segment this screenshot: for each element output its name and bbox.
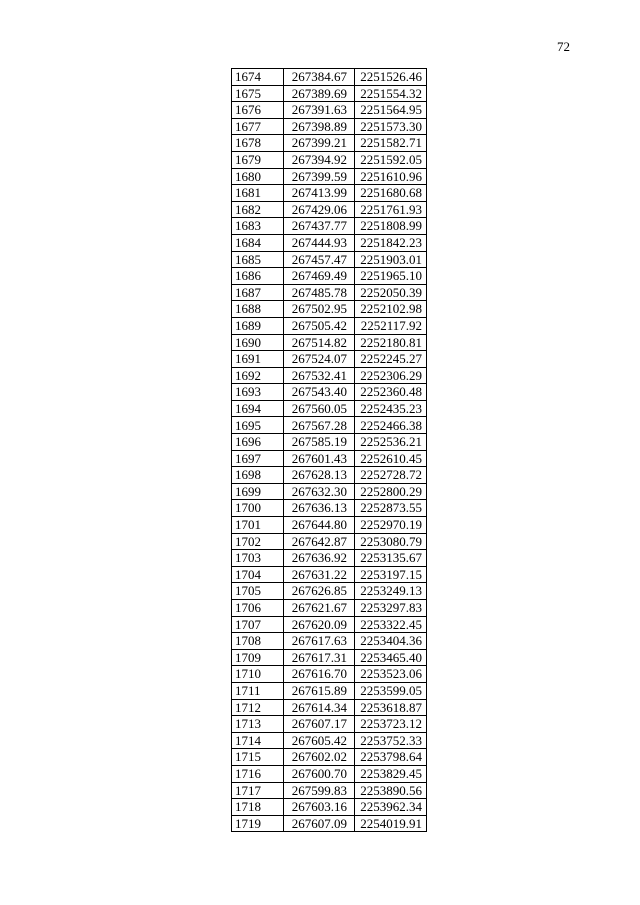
x-coordinate-cell: 267632.30: [284, 483, 355, 500]
x-coordinate-cell: 267585.19: [284, 434, 355, 451]
x-coordinate-cell: 267603.16: [284, 799, 355, 816]
point-number-cell: 1677: [232, 118, 284, 135]
point-number-cell: 1693: [232, 384, 284, 401]
y-coordinate-cell: 2253962.34: [355, 799, 427, 816]
coordinates-table-body: [232, 69, 427, 832]
y-coordinate-cell: 2251610.96: [355, 168, 427, 185]
y-coordinate-cell: 2252435.23: [355, 400, 427, 417]
y-coordinate-cell: 2253465.40: [355, 649, 427, 666]
table-row: [232, 782, 427, 799]
table-row: [232, 69, 427, 86]
y-coordinate-cell: 2252180.81: [355, 334, 427, 351]
point-number-cell: 1685: [232, 251, 284, 268]
y-coordinate-cell: 2253135.67: [355, 550, 427, 567]
point-number-cell: 1718: [232, 799, 284, 816]
table-row: [232, 168, 427, 185]
point-number-cell: 1709: [232, 649, 284, 666]
table-row: [232, 815, 427, 832]
table-row: [232, 417, 427, 434]
x-coordinate-cell: 267399.59: [284, 168, 355, 185]
table-row: [232, 716, 427, 733]
table-row: [232, 467, 427, 484]
table-row: [232, 284, 427, 301]
point-number-cell: 1675: [232, 85, 284, 102]
x-coordinate-cell: 267437.77: [284, 218, 355, 235]
x-coordinate-cell: 267607.17: [284, 716, 355, 733]
table-row: [232, 500, 427, 517]
y-coordinate-cell: 2252245.27: [355, 351, 427, 368]
y-coordinate-cell: 2252610.45: [355, 450, 427, 467]
point-number-cell: 1713: [232, 716, 284, 733]
y-coordinate-cell: 2253829.45: [355, 765, 427, 782]
point-number-cell: 1686: [232, 268, 284, 285]
y-coordinate-cell: 2251842.23: [355, 234, 427, 251]
point-number-cell: 1691: [232, 351, 284, 368]
point-number-cell: 1706: [232, 600, 284, 617]
y-coordinate-cell: 2253723.12: [355, 716, 427, 733]
x-coordinate-cell: 267469.49: [284, 268, 355, 285]
table-row: [232, 732, 427, 749]
y-coordinate-cell: 2251680.68: [355, 185, 427, 202]
table-row: [232, 301, 427, 318]
x-coordinate-cell: 267628.13: [284, 467, 355, 484]
table-row: [232, 251, 427, 268]
y-coordinate-cell: 2252050.39: [355, 284, 427, 301]
point-number-cell: 1701: [232, 517, 284, 534]
table-row: [232, 533, 427, 550]
table-row: [232, 85, 427, 102]
x-coordinate-cell: 267384.67: [284, 69, 355, 86]
x-coordinate-cell: 267560.05: [284, 400, 355, 417]
x-coordinate-cell: 267394.92: [284, 151, 355, 168]
y-coordinate-cell: 2253249.13: [355, 583, 427, 600]
table-row: [232, 666, 427, 683]
coordinates-table: [231, 68, 427, 832]
point-number-cell: 1696: [232, 434, 284, 451]
y-coordinate-cell: 2251903.01: [355, 251, 427, 268]
x-coordinate-cell: 267505.42: [284, 317, 355, 334]
point-number-cell: 1684: [232, 234, 284, 251]
x-coordinate-cell: 267616.70: [284, 666, 355, 683]
y-coordinate-cell: 2253752.33: [355, 732, 427, 749]
y-coordinate-cell: 2251592.05: [355, 151, 427, 168]
table-row: [232, 185, 427, 202]
x-coordinate-cell: 267429.06: [284, 201, 355, 218]
point-number-cell: 1689: [232, 317, 284, 334]
table-row: [232, 400, 427, 417]
x-coordinate-cell: 267644.80: [284, 517, 355, 534]
table-row: [232, 317, 427, 334]
y-coordinate-cell: 2251564.95: [355, 102, 427, 119]
y-coordinate-cell: 2253798.64: [355, 749, 427, 766]
x-coordinate-cell: 267642.87: [284, 533, 355, 550]
y-coordinate-cell: 2253297.83: [355, 600, 427, 617]
x-coordinate-cell: 267614.34: [284, 699, 355, 716]
x-coordinate-cell: 267615.89: [284, 682, 355, 699]
x-coordinate-cell: 267444.93: [284, 234, 355, 251]
x-coordinate-cell: 267599.83: [284, 782, 355, 799]
table-row: [232, 699, 427, 716]
y-coordinate-cell: 2251761.93: [355, 201, 427, 218]
table-row: [232, 616, 427, 633]
x-coordinate-cell: 267567.28: [284, 417, 355, 434]
y-coordinate-cell: 2253322.45: [355, 616, 427, 633]
point-number-cell: 1690: [232, 334, 284, 351]
y-coordinate-cell: 2252360.48: [355, 384, 427, 401]
x-coordinate-cell: 267532.41: [284, 367, 355, 384]
point-number-cell: 1704: [232, 566, 284, 583]
x-coordinate-cell: 267543.40: [284, 384, 355, 401]
point-number-cell: 1712: [232, 699, 284, 716]
y-coordinate-cell: 2253890.56: [355, 782, 427, 799]
y-coordinate-cell: 2251582.71: [355, 135, 427, 152]
table-row: [232, 600, 427, 617]
point-number-cell: 1678: [232, 135, 284, 152]
y-coordinate-cell: 2251965.10: [355, 268, 427, 285]
x-coordinate-cell: 267398.89: [284, 118, 355, 135]
point-number-cell: 1679: [232, 151, 284, 168]
table-row: [232, 151, 427, 168]
y-coordinate-cell: 2252306.29: [355, 367, 427, 384]
point-number-cell: 1680: [232, 168, 284, 185]
y-coordinate-cell: 2252102.98: [355, 301, 427, 318]
table-row: [232, 218, 427, 235]
table-row: [232, 234, 427, 251]
y-coordinate-cell: 2252536.21: [355, 434, 427, 451]
point-number-cell: 1697: [232, 450, 284, 467]
table-row: [232, 765, 427, 782]
y-coordinate-cell: 2253599.05: [355, 682, 427, 699]
x-coordinate-cell: 267485.78: [284, 284, 355, 301]
x-coordinate-cell: 267620.09: [284, 616, 355, 633]
x-coordinate-cell: 267600.70: [284, 765, 355, 782]
table-row: [232, 367, 427, 384]
y-coordinate-cell: 2252873.55: [355, 500, 427, 517]
page-number: 72: [557, 39, 570, 54]
table-row: [232, 550, 427, 567]
x-coordinate-cell: 267502.95: [284, 301, 355, 318]
point-number-cell: 1682: [232, 201, 284, 218]
point-number-cell: 1683: [232, 218, 284, 235]
y-coordinate-cell: 2251526.46: [355, 69, 427, 86]
x-coordinate-cell: 267602.02: [284, 749, 355, 766]
table-row: [232, 102, 427, 119]
point-number-cell: 1715: [232, 749, 284, 766]
point-number-cell: 1705: [232, 583, 284, 600]
x-coordinate-cell: 267621.67: [284, 600, 355, 617]
table-row: [232, 749, 427, 766]
point-number-cell: 1711: [232, 682, 284, 699]
point-number-cell: 1707: [232, 616, 284, 633]
x-coordinate-cell: 267399.21: [284, 135, 355, 152]
point-number-cell: 1716: [232, 765, 284, 782]
x-coordinate-cell: 267514.82: [284, 334, 355, 351]
table-row: [232, 351, 427, 368]
point-number-cell: 1708: [232, 633, 284, 650]
x-coordinate-cell: 267636.92: [284, 550, 355, 567]
x-coordinate-cell: 267631.22: [284, 566, 355, 583]
y-coordinate-cell: 2251554.32: [355, 85, 427, 102]
point-number-cell: 1719: [232, 815, 284, 832]
x-coordinate-cell: 267636.13: [284, 500, 355, 517]
table-row: [232, 135, 427, 152]
y-coordinate-cell: 2253523.06: [355, 666, 427, 683]
point-number-cell: 1717: [232, 782, 284, 799]
y-coordinate-cell: 2251573.30: [355, 118, 427, 135]
y-coordinate-cell: 2253618.87: [355, 699, 427, 716]
y-coordinate-cell: 2253197.15: [355, 566, 427, 583]
x-coordinate-cell: 267617.63: [284, 633, 355, 650]
x-coordinate-cell: 267389.69: [284, 85, 355, 102]
point-number-cell: 1674: [232, 69, 284, 86]
point-number-cell: 1698: [232, 467, 284, 484]
x-coordinate-cell: 267617.31: [284, 649, 355, 666]
table-row: [232, 201, 427, 218]
y-coordinate-cell: 2252800.29: [355, 483, 427, 500]
y-coordinate-cell: 2253404.36: [355, 633, 427, 650]
table-row: [232, 268, 427, 285]
x-coordinate-cell: 267413.99: [284, 185, 355, 202]
y-coordinate-cell: 2251808.99: [355, 218, 427, 235]
x-coordinate-cell: 267605.42: [284, 732, 355, 749]
point-number-cell: 1688: [232, 301, 284, 318]
table-row: [232, 682, 427, 699]
point-number-cell: 1692: [232, 367, 284, 384]
point-number-cell: 1714: [232, 732, 284, 749]
x-coordinate-cell: 267524.07: [284, 351, 355, 368]
y-coordinate-cell: 2252466.38: [355, 417, 427, 434]
x-coordinate-cell: 267391.63: [284, 102, 355, 119]
y-coordinate-cell: 2252117.92: [355, 317, 427, 334]
table-row: [232, 483, 427, 500]
point-number-cell: 1694: [232, 400, 284, 417]
table-row: [232, 583, 427, 600]
x-coordinate-cell: 267626.85: [284, 583, 355, 600]
table-row: [232, 799, 427, 816]
point-number-cell: 1702: [232, 533, 284, 550]
table-row: [232, 118, 427, 135]
point-number-cell: 1676: [232, 102, 284, 119]
y-coordinate-cell: 2254019.91: [355, 815, 427, 832]
point-number-cell: 1687: [232, 284, 284, 301]
point-number-cell: 1695: [232, 417, 284, 434]
x-coordinate-cell: 267607.09: [284, 815, 355, 832]
point-number-cell: 1700: [232, 500, 284, 517]
table-row: [232, 517, 427, 534]
table-row: [232, 434, 427, 451]
x-coordinate-cell: 267457.47: [284, 251, 355, 268]
table-row: [232, 334, 427, 351]
point-number-cell: 1699: [232, 483, 284, 500]
x-coordinate-cell: 267601.43: [284, 450, 355, 467]
point-number-cell: 1703: [232, 550, 284, 567]
point-number-cell: 1681: [232, 185, 284, 202]
point-number-cell: 1710: [232, 666, 284, 683]
table-row: [232, 384, 427, 401]
y-coordinate-cell: 2252970.19: [355, 517, 427, 534]
table-row: [232, 566, 427, 583]
y-coordinate-cell: 2252728.72: [355, 467, 427, 484]
table-row: [232, 649, 427, 666]
table-row: [232, 450, 427, 467]
y-coordinate-cell: 2253080.79: [355, 533, 427, 550]
table-row: [232, 633, 427, 650]
